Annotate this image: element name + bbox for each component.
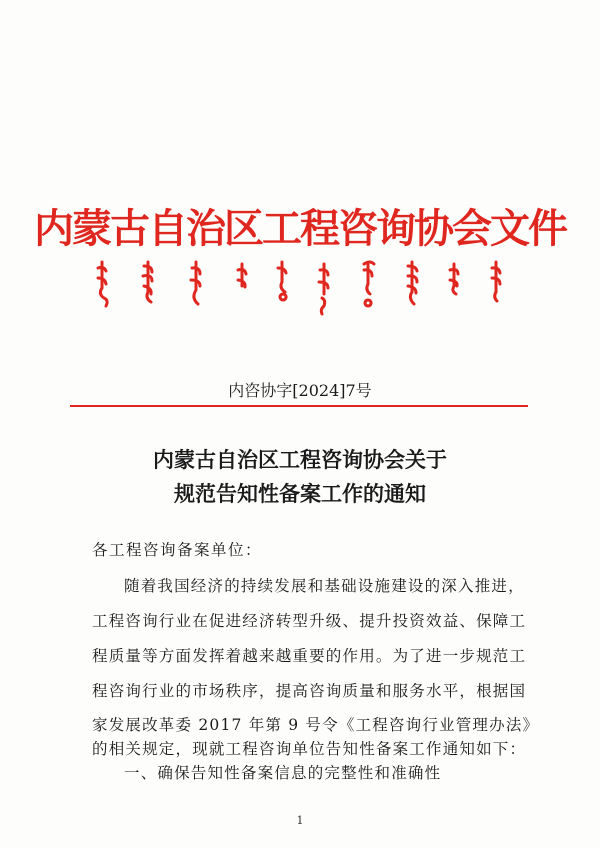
document-number: 内咨协字[2024]7号 (228, 381, 372, 400)
body-line-4: 程咨询行业的市场秩序，提高咨询质量和服务水平，根据国 (92, 682, 527, 700)
body-line-1: 随着我国经济的持续发展和基础设施建设的深入推进， (124, 577, 525, 595)
salutation: 各工程咨询备案单位： (92, 541, 263, 559)
mongolian-script-graphic (92, 258, 512, 318)
issuer-title: 内蒙古自治区工程咨询协会文件 (34, 206, 566, 252)
mongolian-script-title (92, 258, 512, 318)
page-number: 1 (296, 814, 304, 827)
section-heading-1: 一、确保告知性备案信息的完整性和准确性 (124, 764, 442, 782)
red-divider-line (70, 405, 528, 407)
notice-title (0, 443, 600, 511)
notice-title-line-1: 内蒙古自治区工程咨询协会关于 (153, 447, 447, 472)
body-line-5: 家发展改革委 2017 年第 9 号令《工程咨询行业管理办法》 (92, 716, 540, 734)
body-line-6: 的相关规定，现就工程咨询单位告知性备案工作通知如下： (92, 740, 527, 758)
body-line-2: 工程咨询行业在促进经济转型升级、提升投资效益、保障工 (92, 612, 527, 630)
notice-title-line-2: 规范告知性备案工作的通知 (174, 481, 426, 506)
body-line-3: 程质量等方面发挥着越来越重要的作用。为了进一步规范工 (92, 647, 527, 665)
